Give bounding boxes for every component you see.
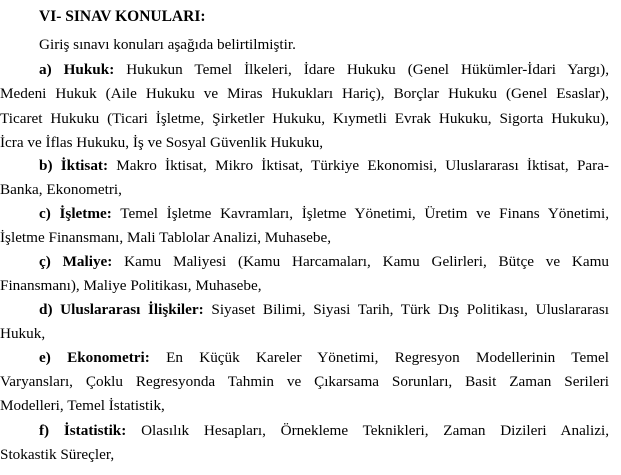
subject-ekonometri-line-2: Varyansları, Çoklu Regresyonda Tahmin ve Çıkarsama Sorunları, Basit Zaman Serileri — [0, 373, 609, 390]
subject-label-istatistik: f) İstatistik: — [39, 422, 127, 439]
subject-uluslararasi-line-1 — [39, 300, 609, 320]
subject-label-isletme: c) İşletme: — [39, 205, 112, 222]
subject-istatistik-line-2: Stokastik Süreçler, — [0, 446, 115, 463]
subject-text: Makro İktisat, Mikro İktisat, Türkiye Ekonomisi, Uluslararası İktisat, Para- — [116, 157, 609, 174]
subject-text: En Küçük Kareler Yönetimi, Regresyon Modellerinin Temel — [166, 349, 610, 366]
subject-label-ekonometri: e) Ekonometri: — [39, 349, 150, 366]
subject-text: Kamu Maliyesi (Kamu Harcamaları, Kamu Gelirleri, Bütçe ve Kamu — [124, 253, 610, 270]
subject-hukuk-line-3: Ticaret Hukuku (Ticari İşletme, Şirketler Hukuku, Kıymetli Evrak Hukuku, Sigorta Hukuku), — [0, 110, 609, 127]
section-heading: VI- SINAV KONULARI: — [39, 8, 206, 25]
subject-uluslararasi-line-2: Hukuk, — [0, 325, 46, 342]
subject-text: Olasılık Hesapları, Örnekleme Teknikleri, Zaman Dizileri Analizi, — [141, 422, 610, 439]
subject-label-uluslararasi: d) Uluslararası İlişkiler: — [39, 301, 204, 318]
intro-text: Giriş sınavı konuları aşağıda belirtilmiştir. — [39, 36, 296, 53]
subject-hukuk-line-2: Medeni Hukuk (Aile Hukuku ve Miras Hukukları Hariç), Borçlar Hukuku (Genel Esaslar), — [0, 85, 609, 102]
subject-label-iktisat: b) İktisat: — [39, 157, 109, 174]
subject-maliye-line-2: Finansmanı), Maliye Politikası, Muhasebe, — [0, 277, 262, 294]
subject-text: Siyaset Bilimi, Siyasi Tarih, Türk Dış Politikası, Uluslararası — [211, 301, 609, 318]
subject-ekonometri-line-1 — [39, 348, 609, 368]
subject-label-maliye: ç) Maliye: — [39, 253, 113, 270]
subject-isletme-line-1 — [39, 204, 609, 224]
subject-ekonometri-line-3: Modelleri, Temel İstatistik, — [0, 397, 165, 414]
subject-hukuk-line-1 — [39, 60, 609, 80]
subject-text: Temel İşletme Kavramları, İşletme Yönetimi, Üretim ve Finans Yönetimi, — [120, 205, 609, 222]
subject-label-hukuk: a) Hukuk: — [39, 61, 115, 78]
subject-hukuk-line-4: İcra ve İflas Hukuku, İş ve Sosyal Güvenlik Hukuku, — [0, 134, 324, 151]
subject-istatistik-line-1 — [39, 421, 609, 441]
subject-maliye-line-1 — [39, 252, 609, 272]
subject-iktisat-line-1 — [39, 156, 609, 176]
subject-text: Hukukun Temel İlkeleri, İdare Hukuku (Genel Hükümler-İdari Yargı), — [126, 61, 610, 78]
subject-iktisat-line-2: Banka, Ekonometri, — [0, 181, 122, 198]
subject-isletme-line-2: İşletme Finansmanı, Mali Tablolar Analizi, Muhasebe, — [0, 229, 332, 246]
